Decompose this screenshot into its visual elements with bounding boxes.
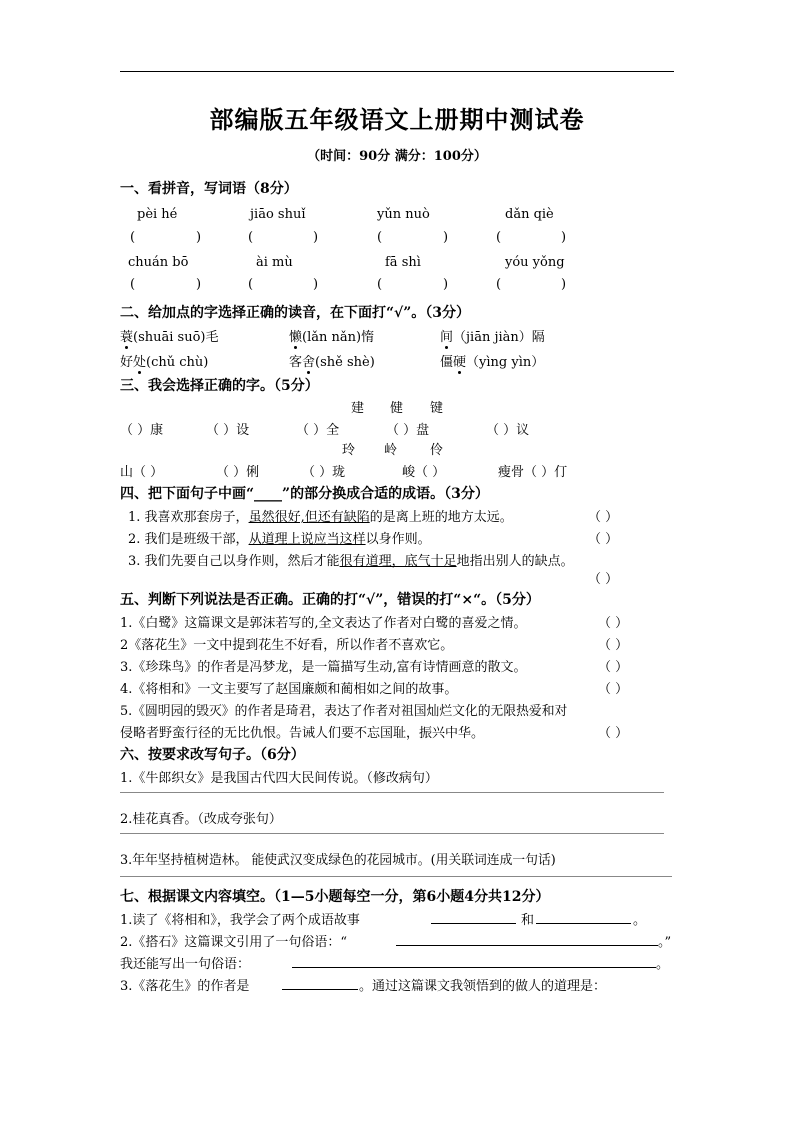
word-blank-2: （ ）设 bbox=[206, 423, 250, 438]
fill-q1-end: 。 bbox=[633, 913, 647, 928]
top-rule bbox=[120, 71, 674, 72]
section-5-heading: 五、判断下列说法是否正确。正确的打“√”，错误的打“×“。（5分） bbox=[120, 592, 540, 608]
fill-q1-text: 1.读了《将相和》，我学会了两个成语故事 bbox=[120, 913, 360, 928]
word-blank-10: 瘦骨（ ）仃 bbox=[498, 465, 568, 480]
fill-q2-blank-2 bbox=[292, 967, 656, 968]
reading-item-1: 蓑(shuāi suō)毛 bbox=[120, 330, 219, 345]
fill-q3-rest: 。通过这篇课文我领悟到的做人的道理是： bbox=[359, 979, 607, 994]
answer-line-2 bbox=[120, 833, 664, 834]
answer-paren-close: ) bbox=[196, 230, 202, 245]
word-blank-1: （ ）康 bbox=[120, 423, 164, 438]
answer-line-1 bbox=[120, 792, 664, 793]
word-blank-5: （ ）议 bbox=[486, 423, 530, 438]
idiom-q3-blank: （ ） bbox=[588, 572, 619, 587]
section-2-heading: 二、给加点的字选择正确的读音，在下面打“√”。（3分） bbox=[120, 305, 471, 321]
page-subtitle: （时间：90分 满分：100分） bbox=[307, 149, 487, 164]
char-choice-6: 伶 bbox=[430, 443, 444, 458]
pinyin-6: ài mù bbox=[256, 255, 293, 270]
fill-q1-blank-2 bbox=[536, 923, 631, 924]
word-blank-4: （ ）盘 bbox=[386, 423, 430, 438]
judge-q4: 4.《将相和》一文主要写了赵国廉颇和蔺相如之间的故事。 bbox=[120, 682, 458, 697]
reading-item-4: 好处(chǔ chù) bbox=[120, 355, 209, 370]
answer-paren-close: ) bbox=[313, 277, 319, 292]
rewrite-q1: 1.《牛郎织女》是我国古代四大民间传说。（修改病句） bbox=[120, 771, 438, 786]
judge-q5-line2: 侵略者野蛮行径的无比仇恨。告诫人们要不忘国耻，振兴中华。 bbox=[120, 726, 485, 741]
idiom-q1-blank: （ ） bbox=[588, 510, 619, 525]
answer-paren-close: ) bbox=[196, 277, 202, 292]
word-blank-3: （ ）全 bbox=[296, 423, 340, 438]
answer-paren-open: ( bbox=[130, 230, 136, 245]
rewrite-q2: 2.桂花真香。（改成夸张句） bbox=[120, 812, 282, 827]
char-choice-2: 健 bbox=[390, 401, 404, 416]
answer-paren-close: ) bbox=[561, 230, 567, 245]
idiom-q2-blank: （ ） bbox=[588, 532, 619, 547]
char-choice-3: 键 bbox=[430, 401, 444, 416]
fill-q1-blank-1 bbox=[431, 923, 516, 924]
fill-q1-and: 和 bbox=[521, 913, 535, 928]
answer-paren-close: ) bbox=[313, 230, 319, 245]
fill-q2-end: 。” bbox=[658, 935, 672, 950]
section-1-heading: 一、看拼音，写词语（8分） bbox=[120, 181, 298, 197]
char-choice-5: 岭 bbox=[384, 443, 398, 458]
section-6-heading: 六、按要求改写句子。（6分） bbox=[120, 747, 305, 763]
answer-paren-close: ) bbox=[443, 230, 449, 245]
judge-q3: 3.《珍珠鸟》的作者是冯梦龙，是一篇描写生动,富有诗情画意的散文。 bbox=[120, 660, 527, 675]
answer-paren-open: ( bbox=[496, 277, 502, 292]
judge-q1: 1.《白鹭》这篇课文是郭沫若写的,全文表达了作者对白鹭的喜爱之情。 bbox=[120, 616, 527, 631]
pinyin-1: pèi hé bbox=[137, 207, 178, 222]
fill-q2-more-end: 。 bbox=[656, 957, 670, 972]
idiom-q1: 1. 我喜欢那套房子，虽然很好,但还有缺陷的是离上班的地方太远。 bbox=[128, 510, 513, 525]
answer-paren-open: ( bbox=[248, 277, 254, 292]
pinyin-5: chuán bō bbox=[128, 255, 189, 270]
idiom-q2: 2. 我们是班级干部，从道理上说应当这样以身作则。 bbox=[128, 532, 431, 547]
reading-item-6: 僵硬（yìng yìn） bbox=[440, 355, 545, 370]
judge-q5-blank: （ ） bbox=[598, 726, 629, 741]
idiom-q3: 3. 我们先要自己以身作则，然后才能很有道理，底气十足地指出别人的缺点。 bbox=[128, 554, 574, 569]
reading-item-5: 客舍(shě shè) bbox=[289, 355, 375, 370]
pinyin-2: jiāo shuǐ bbox=[250, 207, 306, 222]
fill-q2-more: 我还能写出一句俗语： bbox=[120, 957, 251, 972]
judge-q1-blank: （ ） bbox=[598, 616, 629, 631]
answer-paren-close: ) bbox=[443, 277, 449, 292]
judge-q2-blank: （ ） bbox=[598, 638, 629, 653]
answer-line-3 bbox=[120, 876, 672, 877]
fill-q3-blank bbox=[282, 989, 358, 990]
word-blank-6: 山（ ） bbox=[120, 465, 164, 480]
reading-item-3: 间（jiān jiàn）隔 bbox=[440, 330, 545, 345]
answer-paren-open: ( bbox=[248, 230, 254, 245]
fill-q3-text: 3.《落花生》的作者是 bbox=[120, 979, 250, 994]
word-blank-8: （ ）珑 bbox=[302, 465, 346, 480]
word-blank-7: （ ）俐 bbox=[216, 465, 260, 480]
page-title: 部编版五年级语文上册期中测试卷 bbox=[209, 105, 585, 134]
fill-q2-text: 2.《搭石》这篇课文引用了一句俗语：“ bbox=[120, 935, 348, 950]
fill-q2-blank-1 bbox=[396, 945, 658, 946]
pinyin-7: fā shì bbox=[385, 255, 421, 270]
answer-paren-close: ) bbox=[561, 277, 567, 292]
answer-paren-open: ( bbox=[496, 230, 502, 245]
pinyin-3: yǔn nuò bbox=[377, 207, 430, 222]
word-blank-9: 峻（ ） bbox=[402, 465, 446, 480]
section-4-heading: 四、把下面句子中画“____”的部分换成合适的成语。（3分） bbox=[120, 486, 489, 502]
judge-q2: 2《落花生》一文中提到花生不好看，所以作者不喜欢它。 bbox=[120, 638, 454, 653]
section-3-heading: 三、我会选择正确的字。（5分） bbox=[120, 378, 319, 394]
char-choice-4: 玲 bbox=[342, 443, 356, 458]
char-choice-1: 建 bbox=[351, 401, 365, 416]
judge-q3-blank: （ ） bbox=[598, 660, 629, 675]
judge-q5-line1: 5.《圆明园的毁灭》的作者是琦君，表达了作者对祖国灿烂文化的无限热爱和对 bbox=[120, 704, 568, 719]
rewrite-q3: 3.年年坚持植树造林。 能使武汉变成绿色的花园城市。(用关联词连成一句话) bbox=[120, 853, 556, 868]
answer-paren-open: ( bbox=[377, 277, 383, 292]
answer-paren-open: ( bbox=[377, 230, 383, 245]
pinyin-8: yóu yǒng bbox=[505, 255, 565, 270]
section-7-heading: 七、根据课文内容填空。（1—5小题每空一分，第6小题4分共12分） bbox=[120, 889, 550, 905]
answer-paren-open: ( bbox=[130, 277, 136, 292]
pinyin-4: dǎn qiè bbox=[505, 207, 554, 222]
reading-item-2: 懒(lǎn nǎn)惰 bbox=[289, 330, 375, 345]
judge-q4-blank: （ ） bbox=[598, 682, 629, 697]
